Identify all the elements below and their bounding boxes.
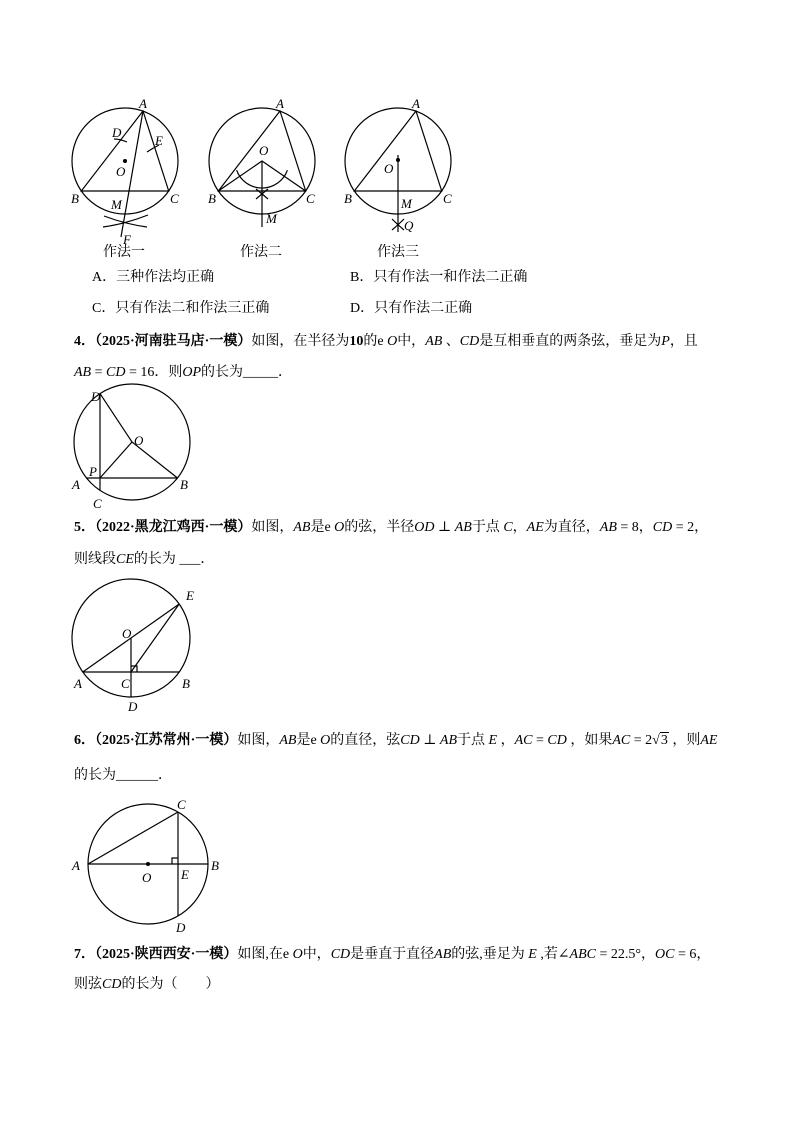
math-variable: O <box>320 733 331 748</box>
text-run: 是互相垂直的两条弦，垂足为 <box>479 334 662 349</box>
text-run: ，且 <box>669 334 698 349</box>
label-b: B <box>344 191 352 206</box>
question-5-line-2 <box>74 551 214 569</box>
figure-caption-method-3: 作法三 <box>377 245 419 260</box>
arc-mark-f-2 <box>103 215 148 227</box>
segment-ce <box>131 604 179 672</box>
text-run: = 2 <box>630 733 653 748</box>
math-variable: CD <box>106 365 126 380</box>
question-4-line-1 <box>74 333 698 351</box>
label-a: A <box>139 96 147 111</box>
label-o: O <box>259 143 269 158</box>
text-run: 中， <box>397 334 426 349</box>
text-run: = 22.5°， <box>596 947 655 962</box>
math-variable: CD <box>652 520 673 535</box>
center-point-o <box>123 159 127 163</box>
question-6-line-1 <box>74 732 717 750</box>
figure-caption-method-1: 作法一 <box>103 245 145 260</box>
text-run: ⊥ <box>419 733 440 748</box>
question-6-line-2 <box>74 767 172 785</box>
label-d: D <box>91 389 101 404</box>
text-run: e <box>377 334 388 349</box>
question-4-line-2 <box>74 364 292 382</box>
label-c: C <box>93 496 102 511</box>
label-b: B <box>182 676 190 691</box>
text-run: 的直径，弦 <box>330 733 401 748</box>
figure-method-3 <box>344 96 452 233</box>
figure-method-1 <box>71 96 179 247</box>
label-b: B <box>71 191 79 206</box>
radicand: 3 <box>660 733 668 748</box>
text-run: 的长为（ ） <box>121 977 220 992</box>
math-variable: AB <box>599 520 617 535</box>
text-run: 是 <box>296 733 311 748</box>
math-variable: OC <box>655 947 675 962</box>
figure-q5 <box>72 579 194 714</box>
math-variable: CE <box>116 552 134 567</box>
text-run: ，如果 <box>566 733 613 748</box>
label-a: A <box>412 96 420 111</box>
text-run: ， <box>512 520 527 535</box>
math-variable: ABC <box>569 947 596 962</box>
bold-text: 6．（2025·江苏常州·一模） <box>74 733 238 748</box>
label-e: E <box>186 588 194 603</box>
question-5-line-1 <box>74 519 708 537</box>
text-run: 如图，在半径为 <box>251 334 350 349</box>
math-variable: AB <box>454 520 472 535</box>
math-variable: AB <box>434 947 452 962</box>
label-b: B <box>180 477 188 492</box>
text-run: 如图， <box>237 733 280 748</box>
math-variable: CD <box>102 977 122 992</box>
label-m: M <box>401 196 412 211</box>
math-variable: O <box>334 520 345 535</box>
text-run: ,若∠ <box>536 947 570 962</box>
text-run: 则弦 <box>74 977 102 992</box>
label-b: B <box>211 858 219 873</box>
right-angle-mark <box>172 858 178 864</box>
label-c: C <box>177 797 186 812</box>
math-variable: P <box>661 334 670 349</box>
math-variable: AC <box>514 733 533 748</box>
text-run: √ <box>652 733 660 748</box>
option-b: B．只有作法一和作法二正确 <box>350 270 528 285</box>
math-variable: CD <box>459 334 480 349</box>
math-variable: CD <box>330 947 351 962</box>
label-a: A <box>72 477 80 492</box>
figure-q4 <box>71 384 190 511</box>
figure-method-2 <box>208 96 315 227</box>
text-run: = 16．则 <box>125 365 183 380</box>
math-variable: AB <box>439 733 458 748</box>
label-d: D <box>176 920 186 935</box>
text-run: 是垂直于直径 <box>350 947 435 962</box>
bold-text: 5．（2022·黑龙江鸡西·一模） <box>74 520 252 535</box>
label-d: D <box>128 699 138 714</box>
label-b: B <box>208 191 216 206</box>
math-variable: E <box>528 947 537 962</box>
math-variable: E <box>488 733 498 748</box>
text-run: = 6， <box>674 947 711 962</box>
math-variable: OD <box>414 520 435 535</box>
text-run: 是 <box>310 520 325 535</box>
text-run: 为直径， <box>543 520 600 535</box>
text-run: 于点 <box>457 733 489 748</box>
label-c: C <box>443 191 452 206</box>
text-run: = <box>532 733 548 748</box>
label-o: O <box>122 626 132 641</box>
text-run: 中， <box>302 947 331 962</box>
text-run: 的 <box>363 334 378 349</box>
text-run: ，则 <box>668 733 701 748</box>
math-variable: C <box>503 520 513 535</box>
label-d: D <box>112 125 122 140</box>
text-run: 的弦，半径 <box>344 520 415 535</box>
bold-text: 4．（2025·河南驻马店·一模） <box>74 334 252 349</box>
label-m: M <box>111 197 122 212</box>
text-run: 、 <box>442 334 460 349</box>
center-point-o <box>146 862 150 866</box>
center-point-o <box>396 158 400 162</box>
bold-text: 10 <box>349 334 364 349</box>
text-run: 如图， <box>251 520 294 535</box>
math-variable: AB <box>74 365 92 380</box>
text-run: 如图,在 <box>237 947 283 962</box>
math-variable: O <box>292 947 303 962</box>
text-run: 于点 <box>471 520 504 535</box>
label-a: A <box>72 858 80 873</box>
option-d: D．只有作法二正确 <box>350 301 473 316</box>
label-f: F <box>123 232 131 247</box>
bold-text: 7．（2025·陕西西安·一模） <box>74 947 238 962</box>
label-c: C <box>170 191 179 206</box>
label-o: O <box>134 433 144 448</box>
label-o: O <box>116 164 126 179</box>
label-e: E <box>155 133 163 148</box>
text-run: = 8， <box>616 520 653 535</box>
option-c: C．只有作法二和作法三正确 <box>92 301 270 316</box>
math-variable: AB <box>279 733 297 748</box>
option-a: A．三种作法均正确 <box>92 270 215 285</box>
question-7-line-1 <box>74 946 710 964</box>
label-a: A <box>276 96 284 111</box>
math-variable: O <box>387 334 398 349</box>
label-q: Q <box>404 218 414 233</box>
math-variable: CD <box>547 733 567 748</box>
label-e: E <box>181 867 189 882</box>
math-variable: AB <box>293 520 311 535</box>
label-c: C <box>121 676 130 691</box>
label-m: M <box>266 211 277 226</box>
math-variable: OP <box>182 365 202 380</box>
text-run: ， <box>497 733 515 748</box>
text-run: e <box>310 733 321 748</box>
text-run: e <box>282 947 293 962</box>
label-o: O <box>384 161 394 176</box>
question-7-line-2 <box>74 976 219 994</box>
label-o: O <box>142 870 152 885</box>
segment-op <box>100 442 132 478</box>
text-run: ⊥ <box>434 520 455 535</box>
text-run: e <box>324 520 335 535</box>
text-run: 的弦,垂足为 <box>451 947 529 962</box>
math-variable: AE <box>700 733 718 748</box>
chord-ac <box>88 812 178 864</box>
label-c: C <box>306 191 315 206</box>
label-p: P <box>89 464 97 479</box>
text-run: 则线段 <box>74 552 116 567</box>
math-variable: AB <box>425 334 443 349</box>
math-variable: AC <box>612 733 631 748</box>
text-run: 的长为______． <box>74 768 172 783</box>
text-run: 的长为 ___． <box>133 552 215 567</box>
math-variable: CD <box>400 733 420 748</box>
triangle-abc <box>81 111 168 191</box>
figure-q6 <box>71 797 219 935</box>
label-a: A <box>74 676 82 691</box>
text-run: 的长为_____． <box>201 365 293 380</box>
math-variable: AE <box>526 520 544 535</box>
text-run: = <box>91 365 107 380</box>
text-run: = 2， <box>672 520 709 535</box>
figure-caption-method-2: 作法二 <box>240 245 282 260</box>
